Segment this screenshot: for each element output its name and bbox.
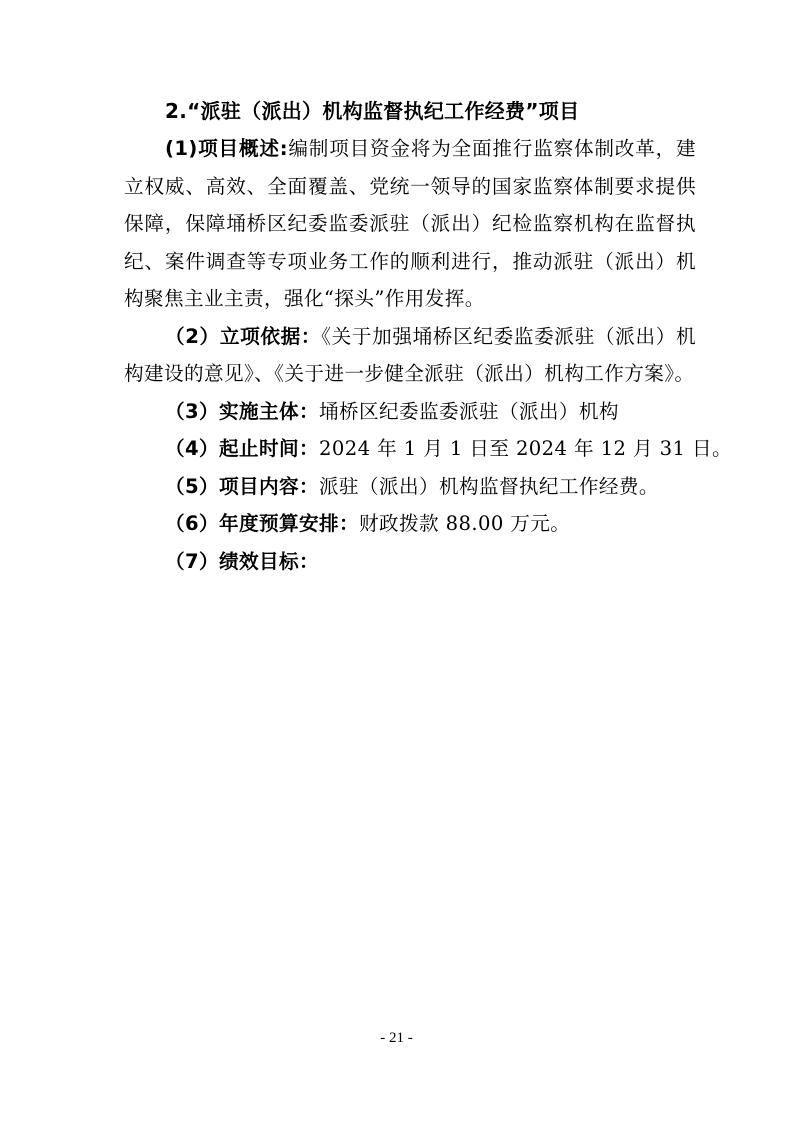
item-text: 派驻（派出）机构监督执纪工作经费。 [319, 474, 659, 498]
item-label: （6）年度预算安排： [165, 512, 359, 535]
item-label: (1)项目概述: [165, 137, 288, 160]
item-period [124, 430, 732, 468]
page-number: - 21 - [380, 1030, 413, 1046]
item-text: 编制项目资金将为全面推行监察体制改革，建立权威、高效、全面覆盖、党统一领导的国家监察体制要求提供保障，保障埇桥区纪委监委派驻（派出）纪检监察机构在监督执纪、案件调查等专项业务工作的顺利进行，推动派驻（派出）机构聚焦主业主责，强化“探头”作用发挥。 [124, 137, 696, 310]
item-text: 财政拨款 88.00 万元。 [358, 512, 571, 535]
item-budget [124, 505, 696, 543]
item-text: 2024 年 1 月 1 日至 2024 年 12 月 31 日。 [319, 437, 732, 460]
item-label: （3）实施主体： [165, 399, 319, 423]
item-label: （7）绩效目标： [165, 549, 319, 573]
item-basis [124, 318, 696, 393]
item-content [124, 468, 696, 506]
item-overview [124, 130, 696, 318]
item-implementer [124, 393, 696, 431]
section-heading: 2.“派驻（派出）机构监督执纪工作经费”项目 [165, 99, 580, 123]
item-text: 埇桥区纪委监委派驻（派出）机构 [319, 399, 619, 423]
item-label: （2）立项依据： [165, 324, 322, 348]
item-label: （5）项目内容： [165, 474, 319, 498]
item-label: （4）起止时间： [165, 437, 319, 460]
item-goals [124, 543, 696, 581]
document-body [124, 93, 732, 580]
item-text: 《关于加强埇桥区纪委监委派驻（派出）机构建设的意见》、《关于进一步健全派驻（派出）机构工作方案》。 [124, 324, 696, 385]
